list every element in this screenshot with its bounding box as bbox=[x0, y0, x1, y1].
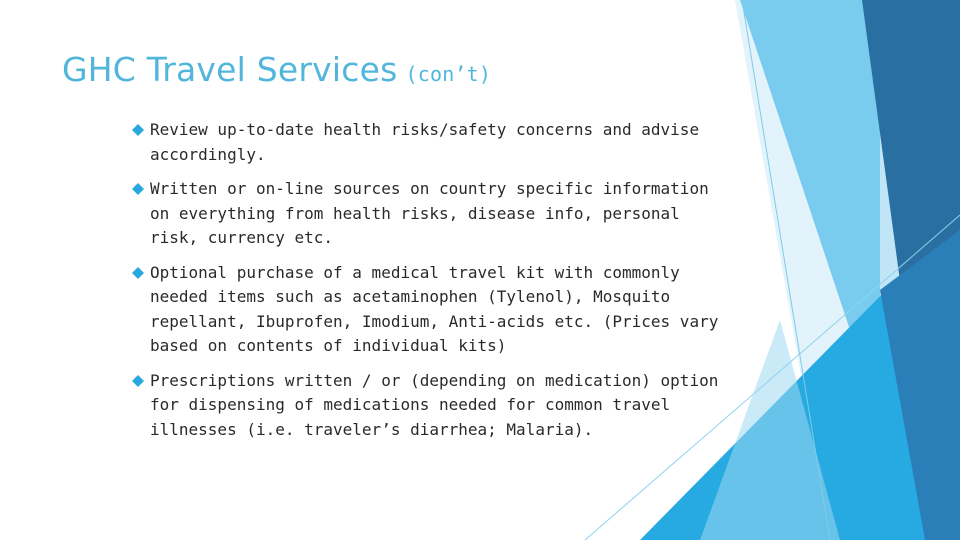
bullet-text: Optional purchase of a medical travel kit with commonly needed items such as acetaminophen (Tylenol), Mosquito repellant, Ibuprofen, Imodium, Anti-acids etc. (Prices vary based on contents of individual kits) bbox=[150, 262, 719, 355]
bullet-text: Written or on-line sources on country specific information on everything from health risks, disease info, personal risk, currency etc. bbox=[150, 179, 709, 247]
title-suffix: (con’t) bbox=[405, 62, 492, 86]
diamond-bullet-icon bbox=[132, 375, 144, 387]
diamond-bullet-icon bbox=[132, 267, 144, 279]
bullet-text: Review up-to-date health risks/safety concerns and advise accordingly. bbox=[150, 120, 700, 164]
bullet-item bbox=[130, 177, 730, 251]
bullet-item bbox=[130, 369, 730, 443]
bullet-list bbox=[130, 118, 730, 452]
page-title bbox=[62, 50, 491, 89]
title-main: GHC Travel Services bbox=[62, 50, 398, 89]
bullet-item bbox=[130, 261, 730, 359]
diamond-bullet-icon bbox=[132, 183, 144, 195]
bullet-item bbox=[130, 118, 730, 167]
bullet-text: Prescriptions written / or (depending on medication) option for dispensing of medications needed for common travel illnesses (i.e. traveler’s diarrhea; Malaria). bbox=[150, 370, 719, 439]
diamond-bullet-icon bbox=[132, 124, 144, 136]
